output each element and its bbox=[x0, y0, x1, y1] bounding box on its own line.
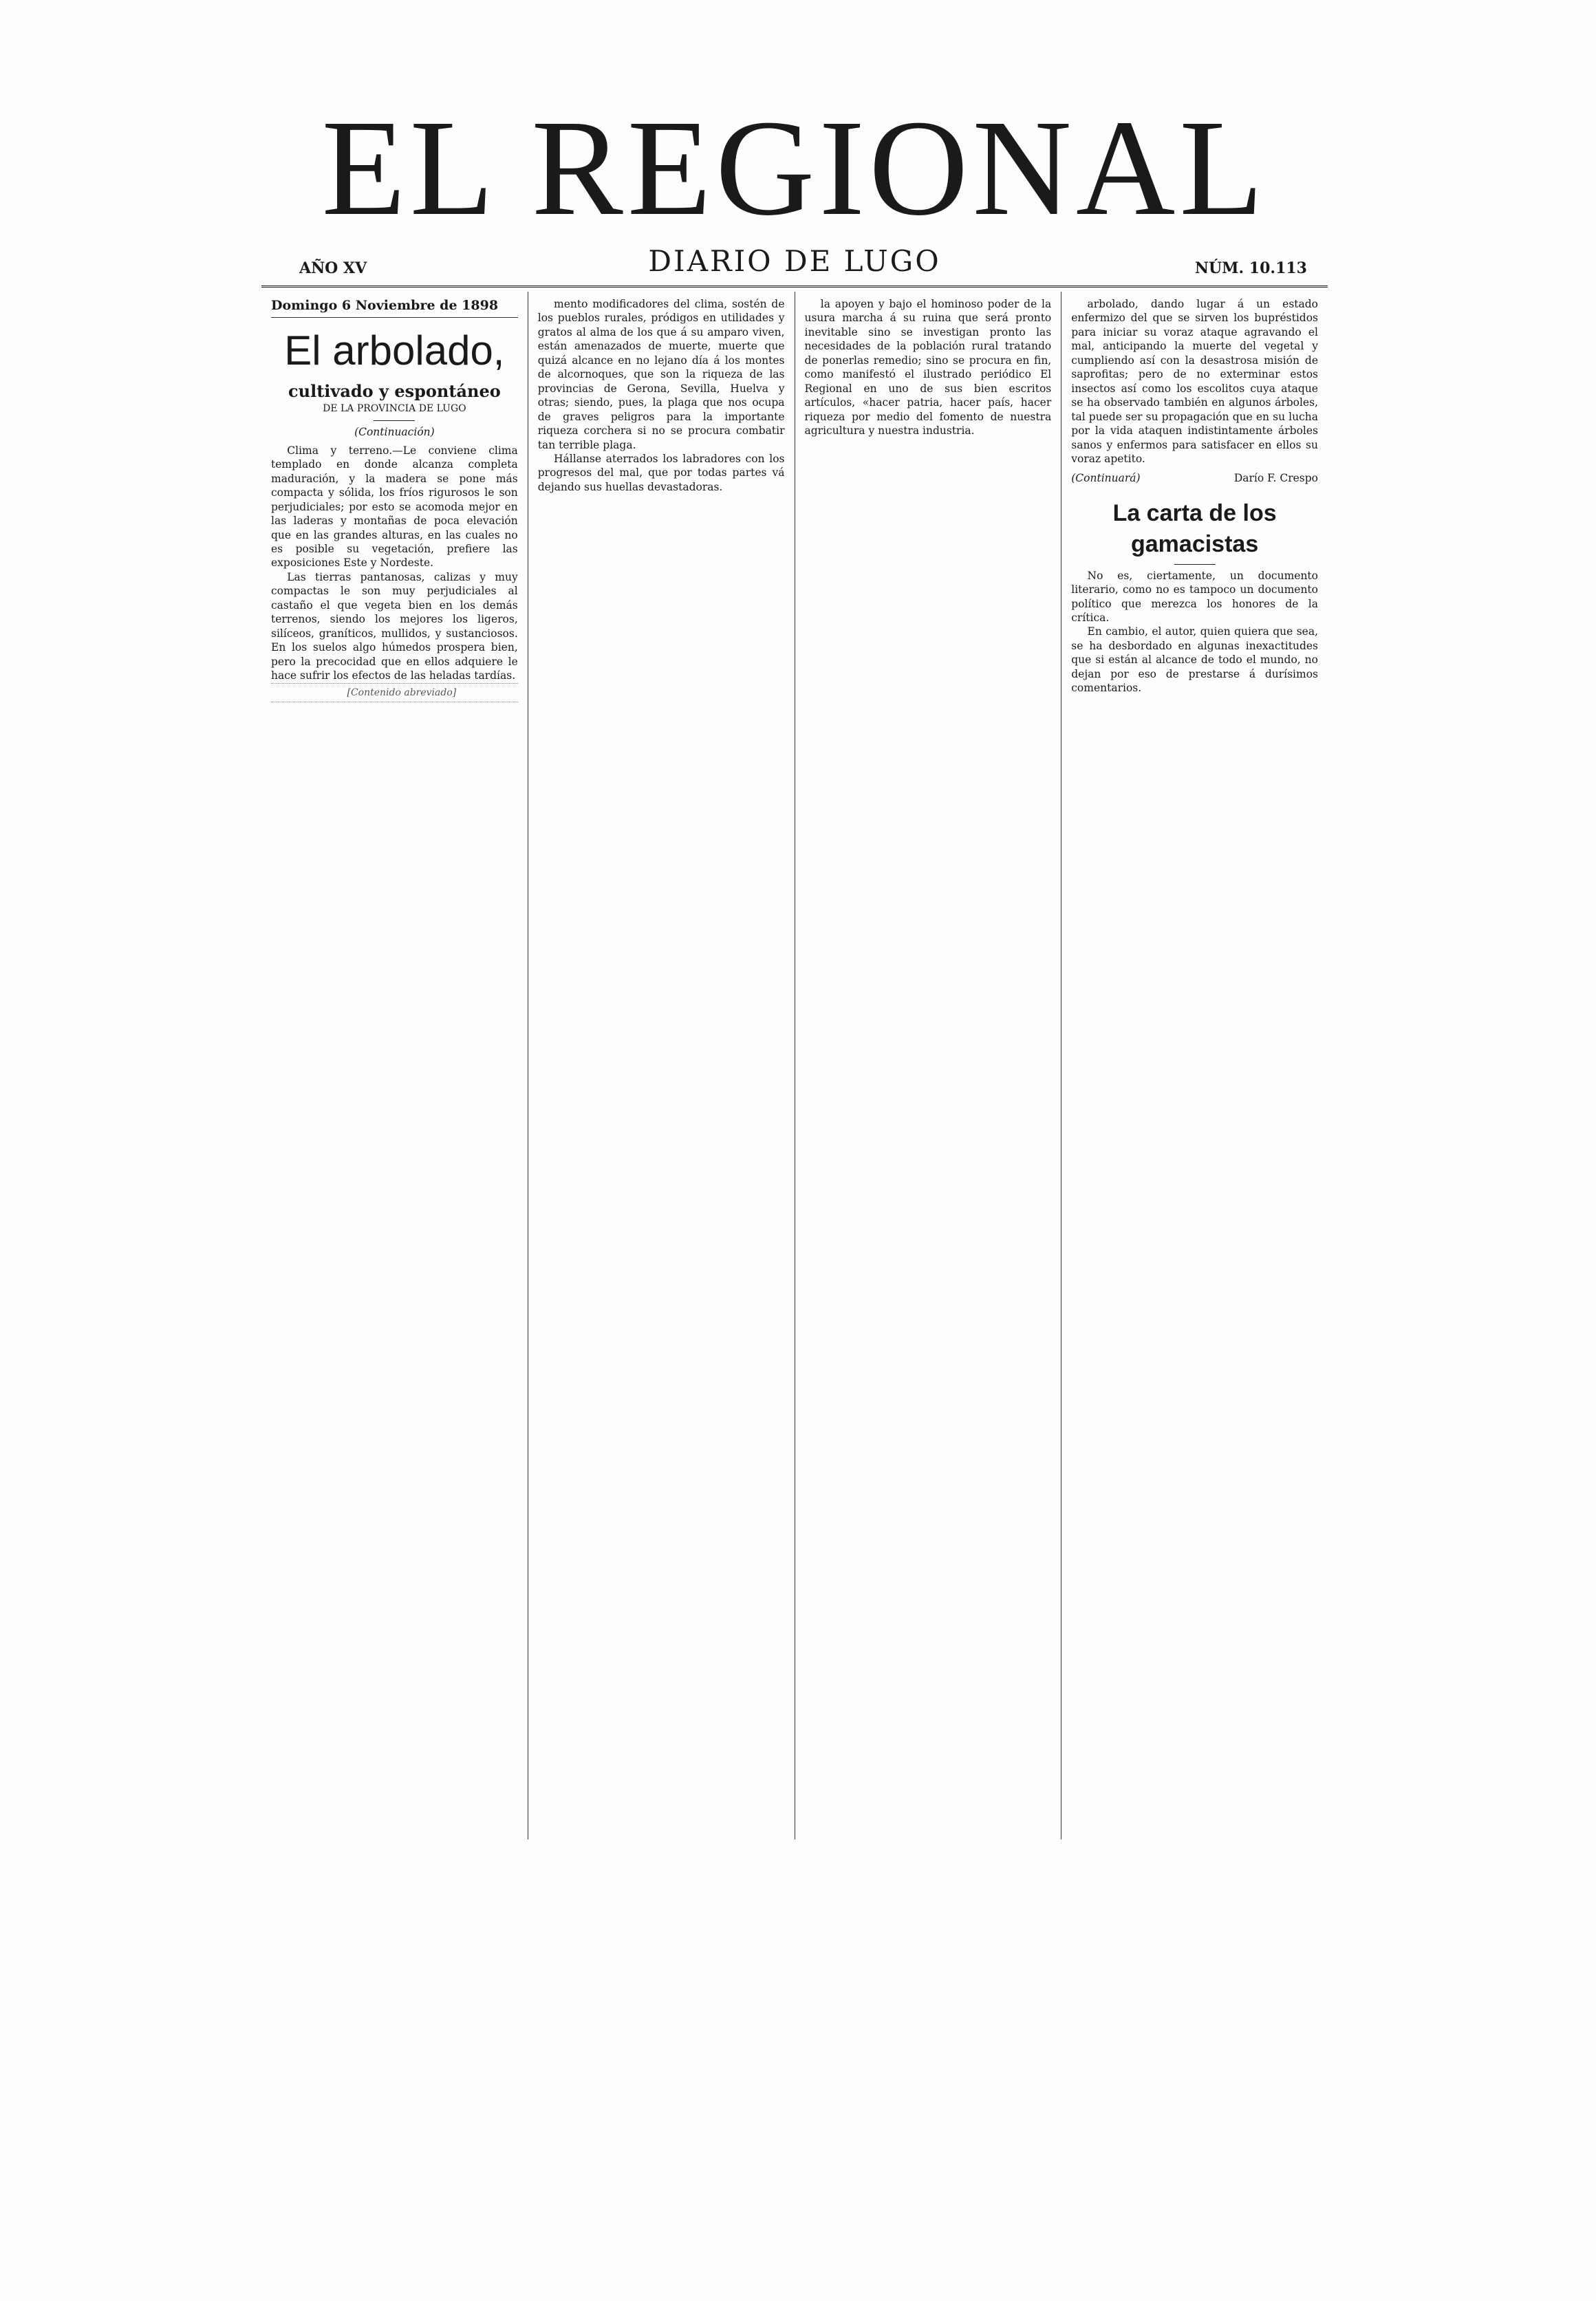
divider bbox=[1174, 564, 1216, 565]
article-paragraph: En cambio, el autor, quien quiera que sea, se ha desbordado en algunas inexactitudes que si están al alcance de todo el mundo, no dejan por eso de prestarse á durísimos comentarios. bbox=[1071, 625, 1318, 695]
year-label: AÑO XV bbox=[299, 259, 367, 277]
divider bbox=[374, 420, 415, 421]
continuara-label: (Continuará) bbox=[1071, 472, 1141, 485]
article-paragraph: Las tierras pantanosas, calizas y muy compactas le son muy perjudiciales al castaño el que vegeta bien en los demás terrenos, siendo los mejores los ligeros, silíceos, graníticos, mullidos, y sustanciosos. En los suelos algo húmedos prospera bien, pero la precocidad que en ellos adquiere le hace sufrir los efectos de las heladas tardías. bbox=[271, 570, 518, 682]
article-paragraph: mento modificadores del clima, sostén de los pueblos rurales, pródigos en utilidades y gratos al alma de los que á su amparo viven, están amenazados de muerte, muerte que quizá alcance en no lejano día á los montes de alcornoques, que son la riqueza de las provincias de Gerona, Sevilla, Huelva y otras; siendo, pues, la plaga que nos ocupa de graves peligros para la importante riqueza corchera si no se procura combatir tan terrible plaga. bbox=[537, 298, 785, 451]
masthead-subtitle: DIARIO DE LUGO bbox=[648, 244, 941, 278]
masthead-bar bbox=[261, 244, 1328, 288]
article-paragraph: la apoyen y bajo el hominoso poder de la usura marcha á su ruina que será pronto inevitable sino se investigan pronto las necesidades de la población rural tratando de ponerlas remedio; sino se procura en fin, como manifestó el ilustrado periódico El Regional en uno de sus bien escritos artículos, «hacer patria, hacer país, hacer riqueza por medio del fomento de nuestra agricultura y nuestra industria. bbox=[804, 298, 1052, 437]
column-3 bbox=[795, 292, 1062, 1839]
author-signature: Darío F. Crespo bbox=[1233, 472, 1318, 485]
article-headline-2: La carta de los gamacistas bbox=[1112, 499, 1277, 557]
article-paragraph: arbolado, dando lugar á un estado enfermizo del que se sirven los bupréstidos para iniciar su voraz ataque agravando el mal, anticipando la muerte del vegetal y cumpliendo así con la desastrosa misión de saprofitas; pero de no exterminar estos insectos así como los escolitos cuya ataque se ha observado también en algunos árboles, tal puede ser su propagación que en su lucha por la vida ataquen indistintamente árboles sanos y enfermos para satisfacer en ellos su voraz apetito. bbox=[1071, 298, 1318, 465]
newspaper-page bbox=[261, 28, 1328, 1844]
masthead-title: EL REGIONAL bbox=[321, 92, 1268, 244]
column-1 bbox=[261, 292, 528, 1839]
abridged-note: [Contenido abreviado] bbox=[271, 683, 518, 702]
column-4 bbox=[1061, 292, 1328, 1839]
article-headline: El arbolado, bbox=[284, 327, 505, 374]
article-locality: DE LA PROVINCIA DE LUGO bbox=[323, 402, 466, 414]
article-paragraph: Clima y terreno.—Le conviene clima templado en donde alcanza completa maduración, y la madera se pone más compacta y sólida, los fríos rigurosos le son perjudiciales; por esto se acomoda mejor en las laderas y montañas de poca elevación que en las grandes alturas, en las cuales no es posible su vegetación, prefiere las exposiciones Este y Nordeste. bbox=[271, 444, 518, 570]
article-paragraph: No es, ciertamente, un documento literario, como no es tampoco un documento político que merezca los honores de la crítica. bbox=[1071, 569, 1318, 624]
issue-date: Domingo 6 Noviembre de 1898 bbox=[271, 297, 518, 318]
article-paragraph: Hállanse aterrados los labradores con los progresos del mal, que por todas partes vá dejando sus huellas devastadoras. bbox=[537, 452, 785, 493]
issue-number: NÚM. 10.113 bbox=[1194, 259, 1307, 277]
columns bbox=[261, 292, 1328, 1839]
article-subhead: cultivado y espontáneo bbox=[288, 381, 501, 402]
continuation-label: (Continuación) bbox=[354, 426, 435, 439]
signature-line bbox=[1071, 471, 1318, 485]
column-2 bbox=[528, 292, 795, 1839]
